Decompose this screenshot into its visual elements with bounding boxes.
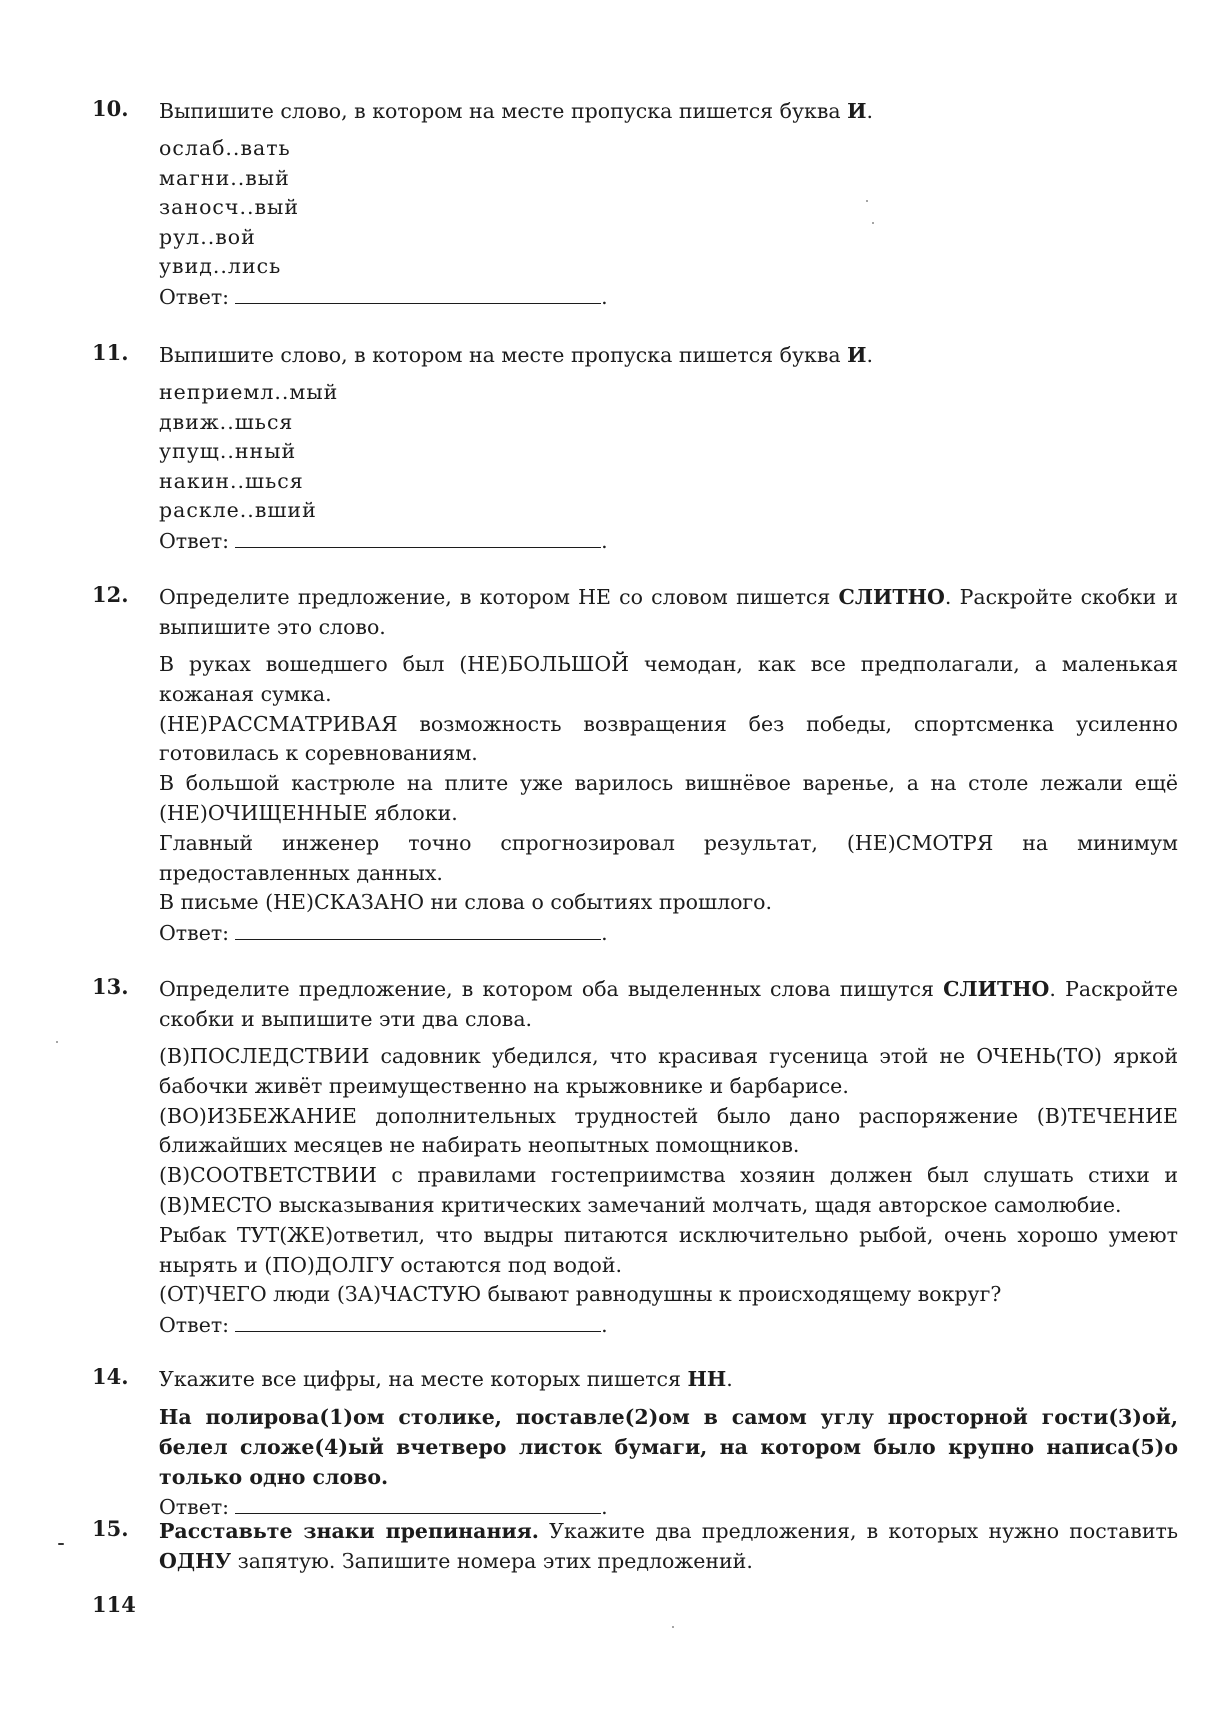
answer-label: Ответ: <box>159 1495 230 1519</box>
answer-label: Ответ: <box>159 921 230 946</box>
option-item: неприемл..мый <box>159 380 339 404</box>
sentence-list <box>159 650 1178 918</box>
answer-line[interactable] <box>235 527 601 548</box>
answer-label: Ответ: <box>159 1313 230 1338</box>
option-item: упущ..нный <box>159 439 297 464</box>
sentence-item: В большой кастрюле на плите уже варилось вишнёвое варенье, а на столе лежали ещё (НЕ)ОЧИЩЕННЫЕ яблоки. <box>159 771 1178 825</box>
sentence-item: Рыбак ТУТ(ЖЕ)ответил, что выдры питаются исключительно рыбой, очень хорошо умеют нырять и (ПО)ДОЛГУ остаются под водой. <box>159 1222 1178 1277</box>
option-item: рул..вой <box>159 224 256 249</box>
task-prompt: Укажите все цифры, на месте которых пишется НН. <box>159 1367 733 1391</box>
scan-speck <box>672 1626 674 1628</box>
answer-label: Ответ: <box>159 528 230 553</box>
option-item: раскле..вший <box>159 498 317 523</box>
scan-speck <box>866 200 868 202</box>
option-item: ослаб..вать <box>159 136 291 160</box>
task-number: 10. <box>92 96 129 121</box>
answer-label: Ответ: <box>159 284 230 309</box>
answer-field[interactable]: Ответ: . <box>159 1495 608 1519</box>
sentence-item: (НЕ)РАССМАТРИВАЯ возможность возвращения без победы, спортсменка усиленно готовилась к соревнованиям. <box>159 711 1178 766</box>
sentence-item: Главный инженер точно спрогнозировал результат, (НЕ)СМОТРЯ на минимум предоставленных данных. <box>159 830 1178 885</box>
answer-field[interactable]: Ответ: . <box>159 528 608 553</box>
sentence-item: В письме (НЕ)СКАЗАНО ни слова о событиях прошлого. <box>159 890 773 915</box>
option-item: заносч..вый <box>159 195 299 220</box>
option-list <box>159 378 1178 526</box>
page-number: 114 <box>92 1592 136 1617</box>
task-prompt: Выпишите слово, в котором на месте пропуска пишется буква И. <box>159 99 874 123</box>
task-12 <box>92 582 1178 948</box>
sentence-item: (ВО)ИЗБЕЖАНИЕ дополнительных трудностей было дано распоряжение (В)ТЕЧЕНИЕ ближайших месяцев не набирать неопытных помощников. <box>159 1103 1178 1158</box>
scan-speck <box>58 1543 64 1545</box>
task-10 <box>92 96 1178 312</box>
task-11 <box>92 340 1178 556</box>
answer-line[interactable] <box>235 1493 601 1514</box>
task-number: 12. <box>92 582 129 607</box>
answer-line[interactable] <box>235 1311 601 1332</box>
sentence-item: (В)ПОСЛЕДСТВИИ садовник убедился, что красивая гусеница этой не ОЧЕНЬ(ТО) яркой бабочки живёт преимущественно на крыжовнике и барбарисе. <box>159 1044 1178 1098</box>
task-15 <box>92 1516 1178 1576</box>
option-item: магни..вый <box>159 165 290 190</box>
task-13 <box>92 974 1178 1340</box>
task-prompt: Расставьте знаки препинания. Укажите два предложения, в которых нужно поставить ОДНУ запятую. Запишите номера этих предложений. <box>159 1519 1178 1573</box>
task-number: 13. <box>92 974 129 999</box>
task-prompt: Определите предложение, в котором НЕ со словом пишется СЛИТНО. Раскройте скобки и выпишите это слово. <box>159 585 1178 639</box>
task-14 <box>92 1364 1178 1522</box>
scan-speck <box>872 222 874 224</box>
answer-field[interactable]: Ответ: . <box>159 284 608 309</box>
answer-line[interactable] <box>235 919 601 940</box>
task-prompt: Определите предложение, в котором оба выделенных слова пишутся СЛИТНО. Раскройте скобки и выпишите эти два слова. <box>159 977 1178 1031</box>
answer-line[interactable] <box>235 283 601 304</box>
option-list <box>159 134 1178 282</box>
task-text: На полирова(1)ом столике, поставле(2)ом в самом углу просторной гости(3)ой, белел сложе(4)ый вчетверо листок бумаги, на котором было крупно написа(5)о только одно слово. <box>159 1405 1178 1489</box>
task-number: 15. <box>92 1516 129 1541</box>
option-item: увид..лись <box>159 254 282 279</box>
sentence-item: В руках вошедшего был (НЕ)БОЛЬШОЙ чемодан, как все предполагали, а маленькая кожаная сумка. <box>159 652 1178 706</box>
task-number: 11. <box>92 340 129 365</box>
sentence-item: (ОТ)ЧЕГО люди (ЗА)ЧАСТУЮ бывают равнодушны к происходящему вокруг? <box>159 1282 1002 1307</box>
task-number: 14. <box>92 1364 129 1389</box>
task-prompt: Выпишите слово, в котором на месте пропуска пишется буква И. <box>159 343 874 367</box>
answer-field[interactable]: Ответ: . <box>159 921 608 946</box>
scan-speck <box>56 1041 58 1043</box>
option-item: движ..шься <box>159 409 294 434</box>
answer-field[interactable]: Ответ: . <box>159 1313 608 1338</box>
sentence-item: (В)СООТВЕТСТВИИ с правилами гостеприимства хозяин должен был слушать стихи и (В)МЕСТО высказывания критических замечаний молчать, щадя авторское самолюбие. <box>159 1163 1178 1217</box>
sentence-list <box>159 1042 1178 1310</box>
option-item: накин..шься <box>159 468 304 493</box>
